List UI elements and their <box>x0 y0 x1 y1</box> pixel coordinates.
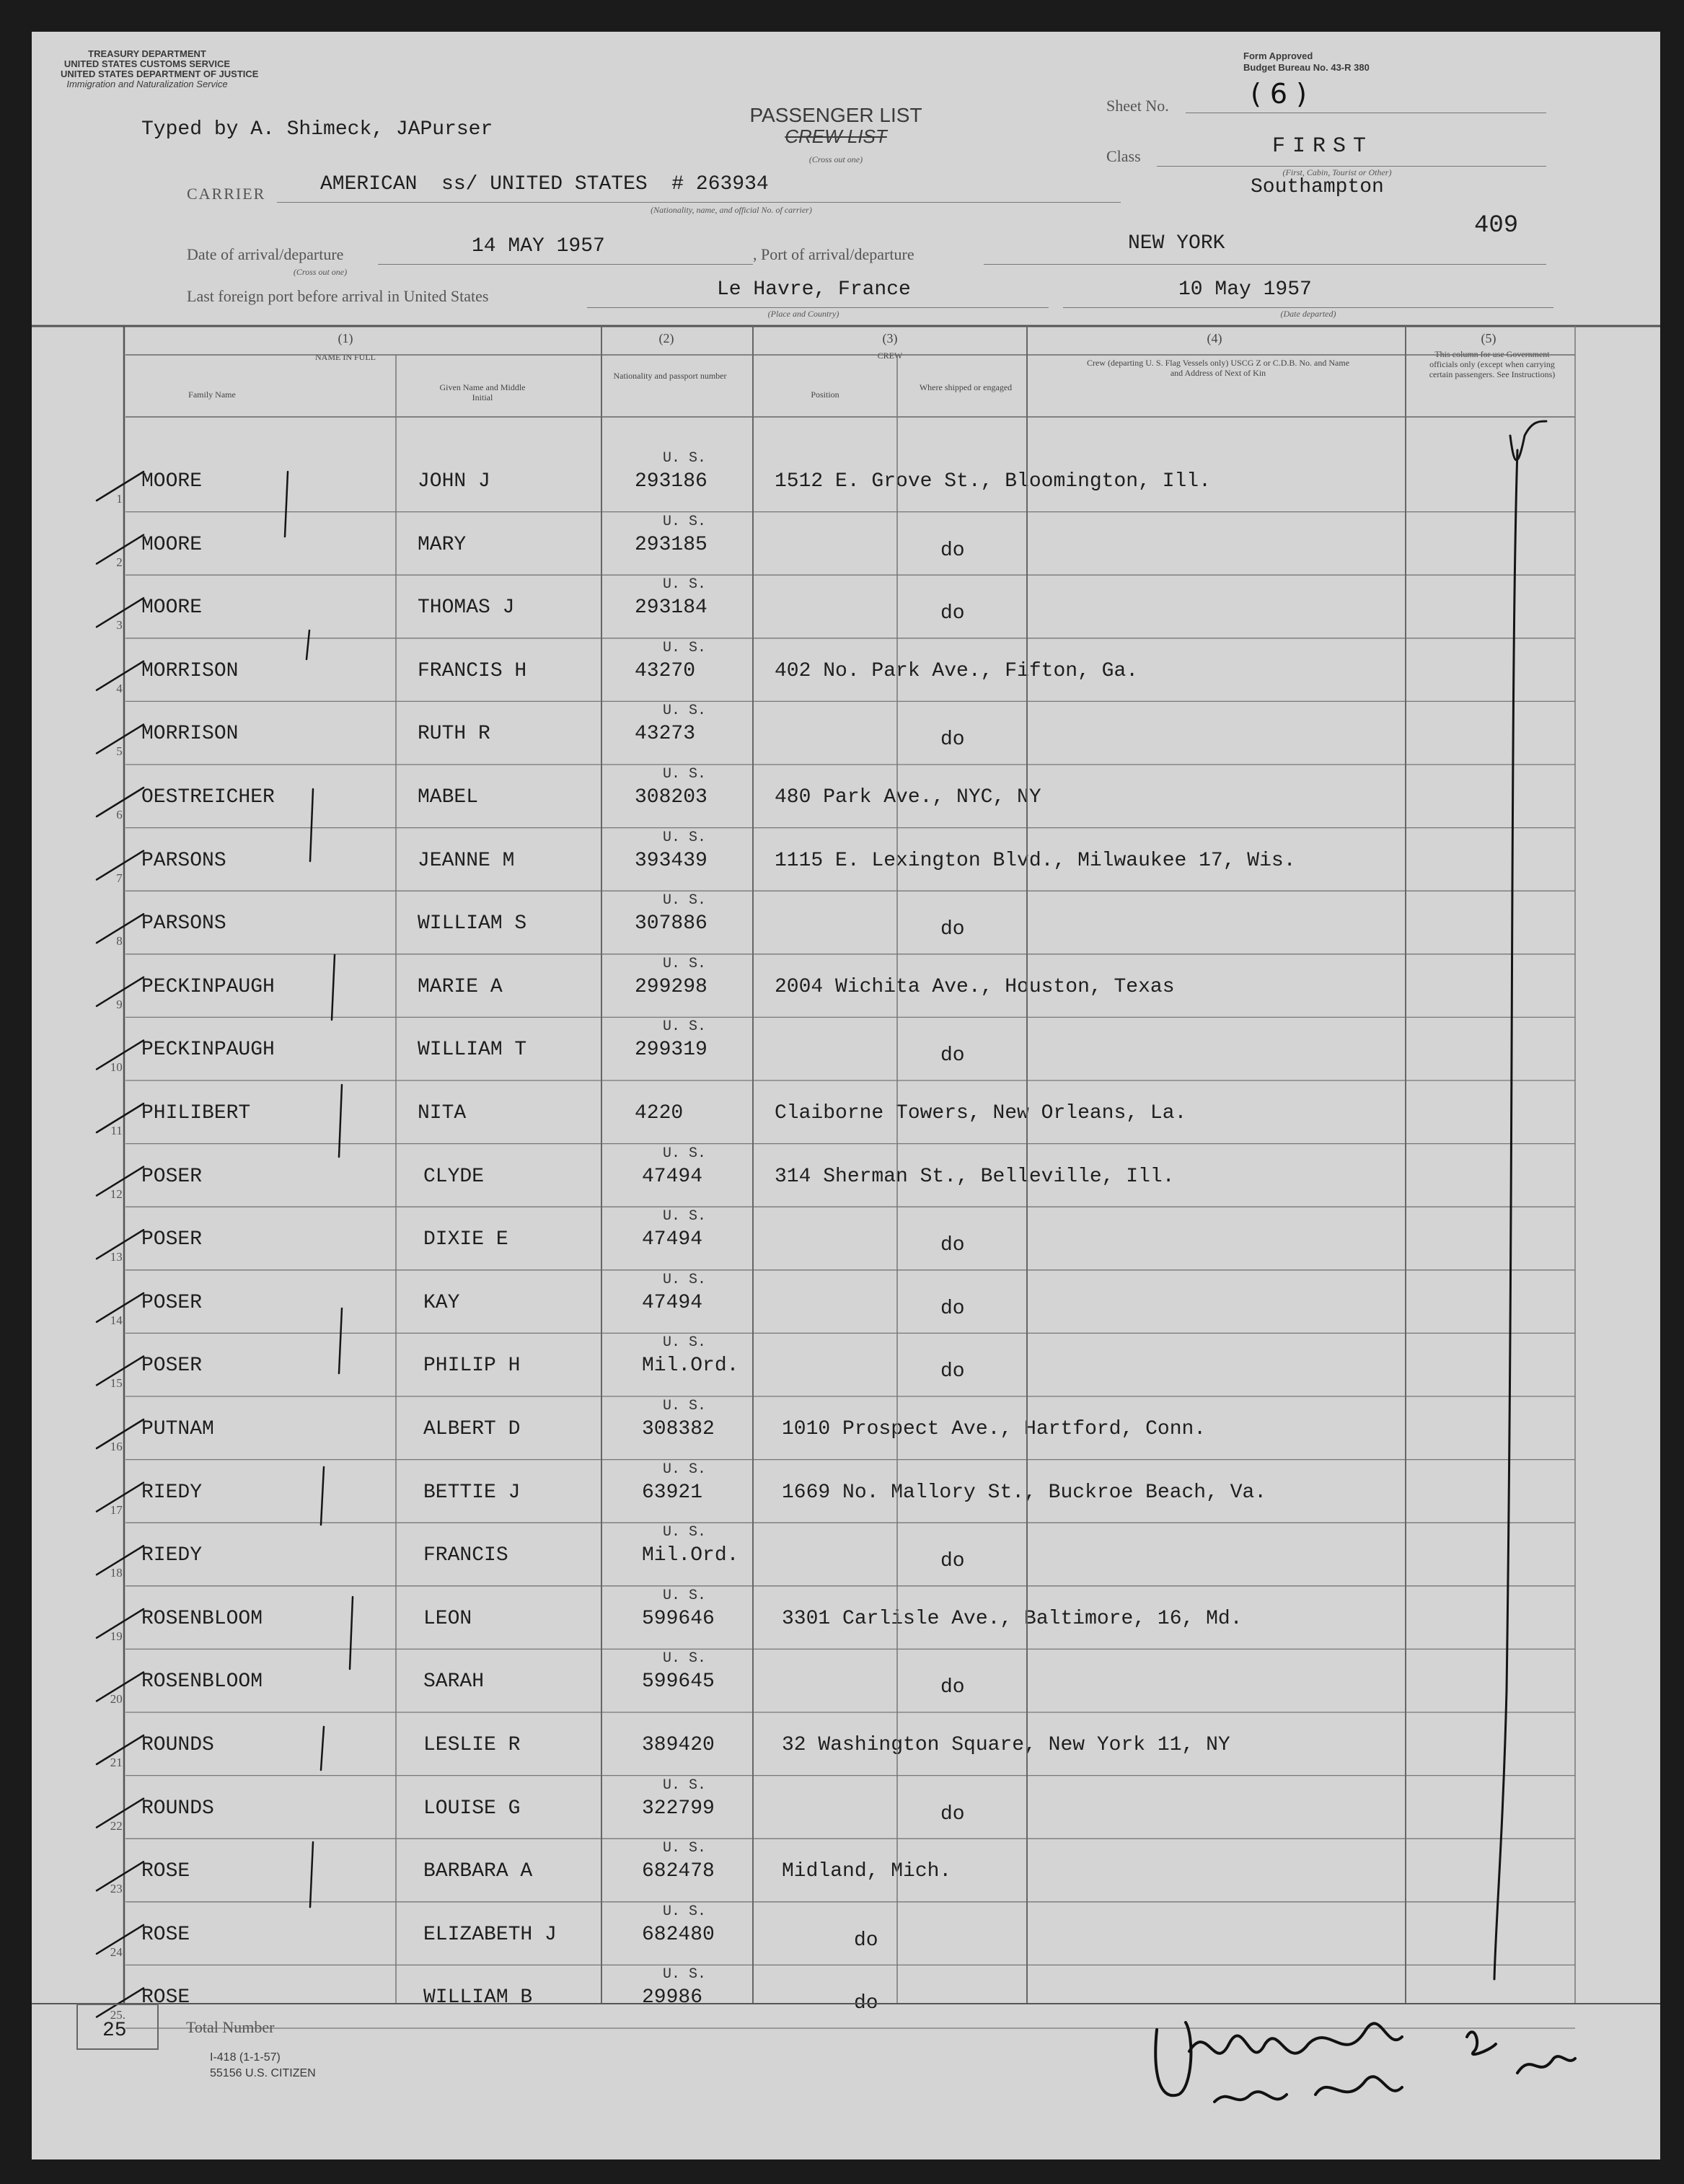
last-port-label: Last foreign port before arrival in United States <box>187 287 489 305</box>
given-name: DIXIE E <box>423 1228 508 1251</box>
title-caption: (Cross out one) <box>808 154 863 164</box>
nationality: U. S. <box>663 1776 707 1794</box>
passport-number: 307886 <box>635 912 707 935</box>
passport-number: 47494 <box>642 1228 703 1251</box>
given-name: CLYDE <box>423 1165 485 1188</box>
family-name: PECKINPAUGH <box>141 975 275 998</box>
last-port-caption: (Place and Country) <box>767 309 839 319</box>
address: 32 Washington Square, New York 11, NY <box>782 1734 1230 1756</box>
passport-number: 47494 <box>642 1165 703 1188</box>
page-title: PASSENGER LIST <box>749 104 922 126</box>
row-number: 10. <box>110 1060 125 1075</box>
col1-given: Given Name and Middle Initial <box>439 382 526 402</box>
family-name: ROSE <box>141 1923 190 1946</box>
given-name: LOUISE G <box>423 1797 521 1820</box>
address: 1669 No. Mallory St., Buckroe Beach, Va. <box>782 1481 1267 1504</box>
address: 1115 E. Lexington Blvd., Milwaukee 17, Wis. <box>775 849 1296 872</box>
date-departed-caption: (Date departed) <box>1280 309 1336 319</box>
last-port-value: Le Havre, France <box>717 278 911 301</box>
nationality: U. S. <box>663 1840 707 1857</box>
family-name: ROUNDS <box>141 1797 214 1820</box>
class-label: Class <box>1106 147 1141 165</box>
address: Midland, Mich. <box>782 1860 952 1883</box>
passport-number: 293185 <box>635 533 707 556</box>
passport-number: 293186 <box>635 470 707 493</box>
row-number: 3. <box>116 618 125 633</box>
total-label: Total Number <box>186 2018 275 2036</box>
nationality: U. S. <box>663 955 707 972</box>
address: do <box>940 1044 965 1067</box>
row-number: 4. <box>116 681 125 695</box>
carrier-value: AMERICAN ss/ UNITED STATES # 263934 <box>320 173 769 195</box>
budget-bureau: Budget Bureau No. 43-R 380 <box>1243 62 1370 73</box>
nationality: U. S. <box>663 1271 707 1288</box>
col4-title: Crew (departing U. S. Flag Vessels only) USCG Z or C.D.B. No. and Name and Address of Next of Kin <box>1086 358 1350 378</box>
class-value: FIRST <box>1272 134 1374 159</box>
given-name: BETTIE J <box>423 1481 521 1504</box>
passport-number: 599645 <box>642 1670 715 1694</box>
col3-num: (3) <box>882 331 898 345</box>
address: do <box>940 918 965 941</box>
address: 314 Sherman St., Belleville, Ill. <box>775 1165 1175 1188</box>
nationality: U. S. <box>663 703 707 720</box>
passport-number: 299319 <box>635 1039 707 1062</box>
col1-num: (1) <box>338 331 353 345</box>
given-name: JOHN J <box>418 470 490 493</box>
given-name: WILLIAM S <box>418 912 527 935</box>
passport-number: 43273 <box>635 723 696 746</box>
passport-number: 308203 <box>635 786 707 809</box>
passport-number: 599646 <box>642 1607 715 1630</box>
given-name: ALBERT D <box>423 1418 521 1440</box>
passport-number: 43270 <box>635 659 696 682</box>
nationality: U. S. <box>663 1966 707 1983</box>
family-name: PECKINPAUGH <box>141 1039 275 1062</box>
port-value: NEW YORK <box>1128 232 1225 255</box>
col1-title: NAME IN FULL <box>315 352 376 362</box>
passport-number: 4220 <box>635 1102 684 1124</box>
passport-number: 47494 <box>642 1291 703 1314</box>
nationality: U. S. <box>663 892 707 910</box>
col5-num: (5) <box>1481 331 1496 345</box>
passport-number: Mil.Ord. <box>642 1544 739 1567</box>
address: do <box>940 728 965 752</box>
row-number: 9. <box>116 997 125 1011</box>
nationality: U. S. <box>663 1461 707 1478</box>
class-port: Southampton <box>1251 176 1384 198</box>
citizen-line: 55156 U.S. CITIZEN <box>210 2067 316 2079</box>
family-name: MORRISON <box>141 659 239 682</box>
col1-family: Family Name <box>188 389 236 400</box>
row-number: 24. <box>110 1945 125 1959</box>
family-name: ROSENBLOOM <box>141 1670 263 1694</box>
given-name: FRANCIS H <box>418 659 527 682</box>
nationality: U. S. <box>663 766 707 783</box>
row-number: 14. <box>110 1313 125 1327</box>
page-title-alt: CREW LIST <box>785 126 887 147</box>
family-name: RIEDY <box>141 1544 203 1567</box>
typed-by: Typed by A. Shimeck, JAPurser <box>141 118 493 141</box>
given-name: ELIZABETH J <box>423 1923 557 1946</box>
given-name: WILLIAM B <box>423 1986 533 2009</box>
address: 1010 Prospect Ave., Hartford, Conn. <box>782 1418 1207 1440</box>
family-name: MOORE <box>141 596 203 620</box>
row-number: 22. <box>110 1818 125 1833</box>
given-name: LEON <box>423 1607 472 1630</box>
form-approved: Form Approved <box>1243 50 1313 61</box>
family-name: PUTNAM <box>141 1418 214 1440</box>
row-number: 25. <box>110 2008 125 2022</box>
col5-title: This column for use Government officials only (except when carrying certain passengers. See Instructions) <box>1429 349 1556 379</box>
nationality: U. S. <box>663 1145 707 1162</box>
given-name: LESLIE R <box>423 1734 521 1756</box>
given-name: JEANNE M <box>418 849 515 872</box>
col3-title: CREW <box>877 351 903 361</box>
row-number: 19. <box>110 1629 125 1643</box>
col3-shipped: Where shipped or engaged <box>919 382 1013 392</box>
passport-number: 63921 <box>642 1481 703 1504</box>
col3-position: Position <box>811 389 839 400</box>
passport-number: 308382 <box>642 1418 715 1440</box>
nationality: U. S. <box>663 1524 707 1541</box>
total-value: 25 <box>102 2020 127 2042</box>
address: 1512 E. Grove St., Bloomington, Ill. <box>775 470 1211 493</box>
sheet-value: ( 6 ) <box>1251 78 1307 110</box>
family-name: MORRISON <box>141 723 239 746</box>
nationality: U. S. <box>663 1018 707 1036</box>
address: 3301 Carlisle Ave., Baltimore, 16, Md. <box>782 1607 1243 1630</box>
passport-number: 299298 <box>635 975 707 998</box>
address: do <box>940 1802 965 1826</box>
address: do <box>854 1929 878 1952</box>
given-name: BARBARA A <box>423 1860 533 1883</box>
row-number: 18. <box>110 1566 125 1580</box>
family-name: MOORE <box>141 470 203 493</box>
family-name: PARSONS <box>141 912 226 935</box>
signature-image <box>32 32 1660 2159</box>
passport-number: 682480 <box>642 1923 715 1946</box>
given-name: PHILIP H <box>423 1355 521 1378</box>
nationality: U. S. <box>663 1208 707 1225</box>
col2-num: (2) <box>658 331 674 345</box>
nationality: U. S. <box>663 1587 707 1604</box>
family-name: ROSE <box>141 1860 190 1883</box>
date-value: 14 MAY 1957 <box>472 235 605 257</box>
family-name: POSER <box>141 1355 203 1378</box>
address: do <box>940 602 965 625</box>
given-name: FRANCIS <box>423 1544 508 1567</box>
given-name: KAY <box>423 1291 460 1314</box>
family-name: ROUNDS <box>141 1734 214 1756</box>
address: do <box>854 1992 878 2015</box>
given-name: WILLIAM T <box>418 1039 527 1062</box>
passport-number: 293184 <box>635 596 707 620</box>
agency-line: UNITED STATES DEPARTMENT OF JUSTICE <box>61 69 259 79</box>
family-name: RIEDY <box>141 1481 203 1504</box>
address: do <box>940 1676 965 1699</box>
class-caption: (First, Cabin, Tourist or Other) <box>1282 167 1392 177</box>
col4-num: (4) <box>1207 331 1222 345</box>
row-number: 20. <box>110 1692 125 1707</box>
given-name: RUTH R <box>418 723 490 746</box>
family-name: OESTREICHER <box>141 786 275 809</box>
row-number: 1. <box>116 492 125 506</box>
date-label: Date of arrival/departure <box>187 245 344 263</box>
family-name: POSER <box>141 1228 203 1251</box>
row-number: 15. <box>110 1376 125 1391</box>
row-number: 11. <box>110 1124 125 1137</box>
address: 480 Park Ave., NYC, NY <box>775 786 1041 809</box>
nationality: U. S. <box>663 829 707 846</box>
address: Claiborne Towers, New Orleans, La. <box>775 1102 1187 1124</box>
row-number: 17. <box>110 1502 125 1517</box>
carrier-caption: (Nationality, name, and official No. of carrier) <box>651 205 812 215</box>
row-number: 2. <box>116 555 125 569</box>
nationality: U. S. <box>663 1334 707 1352</box>
form-number: I-418 (1-1-57) <box>210 2051 281 2064</box>
passport-number: 29986 <box>642 1986 703 2009</box>
family-name: PHILIBERT <box>141 1102 251 1124</box>
family-name: MOORE <box>141 533 203 556</box>
passport-number: 389420 <box>642 1734 715 1756</box>
address: 402 No. Park Ave., Fifton, Ga. <box>775 659 1139 682</box>
passport-number: Mil.Ord. <box>642 1355 739 1378</box>
address: do <box>940 1550 965 1573</box>
given-name: NITA <box>418 1102 467 1124</box>
carrier-label: CARRIER <box>187 185 266 203</box>
agency-line: Immigration and Naturalization Service <box>66 79 228 89</box>
nationality: U. S. <box>663 513 707 530</box>
address: do <box>940 1360 965 1383</box>
agency-line: UNITED STATES CUSTOMS SERVICE <box>63 58 231 69</box>
nationality: U. S. <box>663 639 707 656</box>
row-number: 7. <box>116 871 125 885</box>
passport-number: 393439 <box>635 849 707 872</box>
row-number: 5. <box>116 744 125 759</box>
nationality: U. S. <box>663 450 707 467</box>
family-name: POSER <box>141 1165 203 1188</box>
given-name: MARY <box>418 533 467 556</box>
row-number: 13. <box>110 1250 125 1264</box>
row-number: 21. <box>110 1756 125 1769</box>
address: 2004 Wichita Ave., Houston, Texas <box>775 975 1175 998</box>
passenger-list-form <box>32 32 1660 2159</box>
nationality: U. S. <box>663 1903 707 1920</box>
row-number: 12. <box>110 1186 125 1201</box>
row-number: 16. <box>110 1440 125 1453</box>
page-number: 409 <box>1474 212 1519 239</box>
row-number: 23. <box>110 1882 125 1896</box>
sheet-label: Sheet No. <box>1106 97 1169 115</box>
passport-number: 682478 <box>642 1860 715 1883</box>
given-name: SARAH <box>423 1670 485 1694</box>
col2-title: Nationality and passport number <box>613 371 727 381</box>
address: do <box>940 539 965 562</box>
row-number: 8. <box>116 934 125 948</box>
given-name: MABEL <box>418 786 479 809</box>
agency-line: TREASURY DEPARTMENT <box>88 48 206 59</box>
family-name: ROSE <box>141 1986 190 2009</box>
address: do <box>940 1234 965 1257</box>
passport-number: 322799 <box>642 1797 715 1820</box>
port-label: , Port of arrival/departure <box>753 245 914 263</box>
row-number: 6. <box>116 808 125 822</box>
nationality: U. S. <box>663 1398 707 1414</box>
family-name: PARSONS <box>141 849 226 872</box>
family-name: ROSENBLOOM <box>141 1607 263 1630</box>
family-name: POSER <box>141 1291 203 1314</box>
address: do <box>940 1297 965 1320</box>
nationality: U. S. <box>663 1650 707 1668</box>
nationality: U. S. <box>663 576 707 594</box>
given-name: THOMAS J <box>418 596 515 620</box>
date-caption: (Cross out one) <box>293 267 348 277</box>
date-departed: 10 May 1957 <box>1178 278 1312 301</box>
given-name: MARIE A <box>418 975 503 998</box>
